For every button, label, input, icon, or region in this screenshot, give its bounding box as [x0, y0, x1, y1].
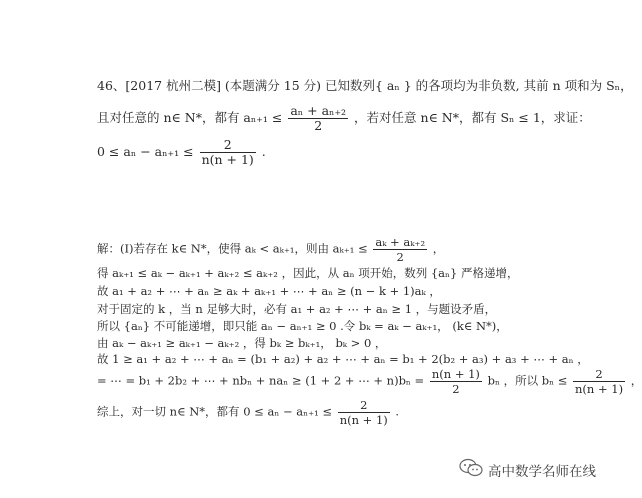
fraction: $\frac{n(n + 1)}{2}$: [431, 367, 480, 396]
fraction: $\frac{2}{n(n + 1)}$: [339, 398, 388, 427]
solution-line-4: 对于固定的 k ，当 n 足够大时，必有 a₁ + a₂ + ⋯ + aₙ ≥ 1 ，与题设矛盾，: [97, 302, 497, 316]
fraction: $\frac{\text{aₖ + aₖ₊₂}}{2}$: [375, 235, 426, 264]
wechat-icon: [458, 458, 484, 482]
problem-line-1: 46、[2017 杭州二模] (本题满分 15 分) 已知数列{ aₙ } 的各项均为非负数, 其前 n 项和为 Sₙ，: [97, 78, 633, 93]
solution-line-3: 故 a₁ + a₂ + ⋯ + aₙ ≥ aₖ + aₖ₊₁ + ⋯ + aₙ ≥ (n − k + 1)aₖ ，: [97, 284, 441, 298]
fraction: $\frac{2}{n(n + 1)}$: [575, 367, 624, 396]
problem-line-2: 且对任意的 n∈ N*，都有 aₙ₊₁ ≤ $\frac{\text{aₙ + aₙ₊₂}}{2}$ ，若对任意 n∈ N*，都有 Sₙ ≤ 1，求证：: [97, 103, 591, 133]
problem-line-3: 0 ≤ aₙ − aₙ₊₁ ≤ $\frac{2}{n(n + 1)}$ .: [97, 137, 266, 167]
fraction: $\frac{\text{aₙ + aₙ₊₂}}{2}$: [290, 103, 347, 133]
watermark-text: 高中数学名师在线: [488, 464, 596, 480]
solution-line-7: 故 1 ≥ a₁ + a₂ + ⋯ + aₙ = (b₁ + a₂) + a₂ + ⋯ + aₙ = b₁ + 2(b₂ + a₃) + a₃ + ⋯ + aₙ ，: [97, 352, 589, 366]
solution-line-6: 由 aₖ − aₖ₊₁ ≥ aₖ₊₁ − aₖ₊₂ ，得 bₖ ≥ bₖ₊₁， bₖ > 0 ，: [97, 336, 387, 350]
solution-line-8: = ⋯ = b₁ + 2b₂ + ⋯ + nbₙ + naₙ ≥ (1 + 2 + ⋯ + n)bₙ = $\frac{n(n + 1)}{2}$ bₙ ，所以 bₙ ≤ $\frac{2}{n(n + 1)}$ ，: [97, 367, 642, 396]
solution-line-1: 解：(I)若存在 k∈ N*，使得 aₖ < aₖ₊₁，则由 aₖ₊₁ ≤ $\frac{\text{aₖ + aₖ₊₂}}{2}$ ，: [97, 235, 445, 264]
solution-line-9: 综上，对一切 n∈ N*，都有 0 ≤ aₙ − aₙ₊₁ ≤ $\frac{2}{n(n + 1)}$ .: [97, 398, 400, 427]
watermark: [458, 458, 596, 482]
fraction: $\frac{2}{n(n + 1)}$: [201, 137, 254, 167]
solution-line-5: 所以 {aₙ} 不可能递增，即只能 aₙ − aₙ₊₁ ≥ 0 .令 bₖ = aₖ − aₖ₊₁， (k∈ N*)，: [97, 319, 508, 333]
solution-line-2: 得 aₖ₊₁ ≤ aₖ − aₖ₊₁ + aₖ₊₂ ≤ aₖ₊₂ ，因此，从 aₙ 项开始，数列 {aₙ} 严格递增，: [97, 266, 519, 280]
